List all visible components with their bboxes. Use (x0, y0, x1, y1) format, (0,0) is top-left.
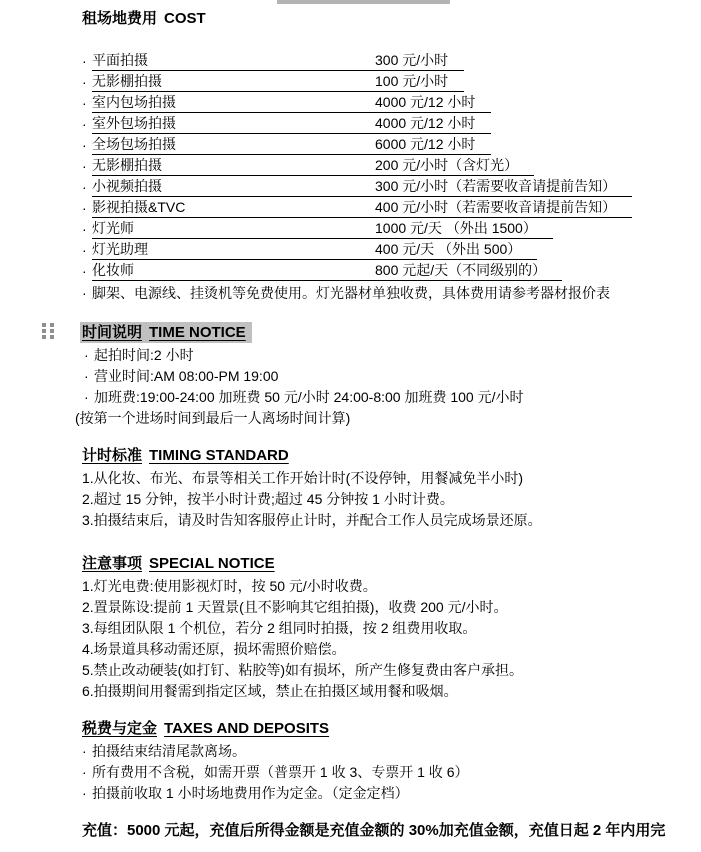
price-item-value: 800 元起/天（不同级别的） (375, 262, 547, 278)
price-row-underline (92, 50, 464, 71)
price-item-label: 灯光师 (92, 220, 134, 236)
price-item-label: 室内包场拍摄 (92, 94, 176, 110)
special-notice-title (82, 553, 275, 574)
special-notice-item: 5.禁止改动硬装(如打钉、粘胶等)如有损坏，所产生修复费由客户承担。 (82, 662, 523, 678)
taxes-deposits-title (82, 718, 329, 739)
price-row-underline (92, 260, 562, 281)
special-notice-item: 1.灯光电费:使用影视灯时，按 50 元/小时收费。 (82, 578, 377, 594)
bullet-marker: · (82, 743, 87, 759)
timing-standard-item: 3.拍摄结束后，请及时告知客服停止计时，并配合工作人员完成场景还原。 (82, 512, 542, 528)
timing-standard-items (82, 468, 701, 531)
price-item-value: 200 元/小时（含灯光） (375, 157, 519, 173)
price-row (82, 218, 701, 239)
bullet-marker: · (82, 764, 87, 780)
price-item-label: 全场包场拍摄 (92, 136, 176, 152)
price-row (82, 92, 701, 113)
bullet-marker: · (82, 158, 87, 174)
timing-standard-item: 1.从化妆、布光、布景等相关工作开始计时(不设停钟，用餐减免半小时) (82, 470, 523, 486)
price-row (82, 134, 701, 155)
timing-standard-title-zh: 计时标准 (82, 447, 143, 464)
cost-title-zh: 租场地费用 (82, 10, 158, 27)
price-item-value: 400 元/天 （外出 500） (375, 241, 522, 257)
taxes-deposits-bullet-text: 拍摄前收取 1 小时场地费用作为定金。（定金定档） (92, 785, 409, 801)
price-row (82, 50, 701, 71)
bullet-marker: · (82, 74, 87, 90)
price-item-label: 无影棚拍摄 (92, 157, 162, 173)
time-notice-bullet-text: 营业时间:AM 08:00-PM 19:00 (94, 368, 279, 384)
price-list (82, 50, 701, 281)
bullet-marker: · (82, 263, 87, 279)
special-notice-item: 3.每组团队限 1 个机位，若分 2 组同时拍摄，按 2 组费用收取。 (82, 620, 477, 636)
special-notice-items (82, 576, 701, 702)
cost-title-en: COST (164, 10, 206, 27)
bullet-marker: · (82, 785, 87, 801)
timing-standard-title-en: TIMING STANDARD (149, 447, 289, 464)
price-row (82, 71, 701, 92)
time-notice-bullet-line (84, 366, 701, 387)
paragraph-drag-handle-icon[interactable] (42, 323, 54, 339)
price-row-underline (92, 239, 537, 260)
free-equipment-note (82, 283, 701, 304)
time-notice-bullet-text: 加班费:19:00-24:00 加班费 50 元/小时 24:00-8:00 加班费 100 元/小时 (94, 389, 524, 405)
taxes-deposits-section (82, 718, 701, 804)
taxes-deposits-bullets (82, 741, 701, 804)
special-notice-item: 6.拍摄期间用餐需到指定区域，禁止在拍摄区域用餐和吸烟。 (82, 683, 458, 699)
price-item-value: 4000 元/12 小时 (375, 115, 476, 131)
special-notice-section (82, 553, 701, 702)
price-item-value: 1000 元/天 （外出 1500） (375, 220, 537, 236)
price-row-underline (92, 176, 632, 197)
time-notice-title-zh: 时间说明 (82, 324, 143, 341)
price-row (82, 239, 701, 260)
price-item-label: 平面拍摄 (92, 52, 148, 68)
price-row-underline (92, 218, 553, 239)
price-row (82, 155, 701, 176)
price-row (82, 260, 701, 281)
bullet-marker: · (82, 200, 87, 216)
time-notice-bullets (82, 345, 701, 408)
recharge-note: 充值：5000 元起，充值后所得金额是充值金额的 30%加充值金额，充值日起 2 年内用完 (82, 822, 666, 839)
time-notice-footnote: (按第一个进场时间到最后一人离场时间计算) (75, 410, 351, 426)
timing-standard-item: 2.超过 15 分钟，按半小时计费;超过 45 分钟按 1 小时计费。 (82, 491, 454, 507)
bullet-marker: · (82, 221, 87, 237)
time-notice-bullet-line (84, 387, 701, 408)
price-item-value: 400 元/小时（若需要收音请提前告知） (375, 199, 617, 215)
bullet-marker: · (82, 137, 87, 153)
price-item-value: 300 元/小时 (375, 52, 449, 68)
taxes-deposits-bullet-line (82, 762, 701, 783)
price-row-underline (92, 92, 491, 113)
price-item-label: 化妆师 (92, 262, 134, 278)
time-notice-title-en: TIME NOTICE (149, 324, 246, 341)
price-row-underline (92, 197, 632, 218)
price-row (82, 176, 701, 197)
bullet-marker: · (84, 368, 89, 384)
price-row (82, 113, 701, 134)
bullet-marker: · (82, 285, 87, 301)
taxes-deposits-title-en: TAXES AND DEPOSITS (164, 720, 330, 737)
price-row-underline (92, 113, 491, 134)
timing-standard-title (82, 445, 289, 466)
price-item-label: 影视拍摄&TVC (92, 199, 186, 215)
taxes-deposits-bullet-line (82, 783, 701, 804)
special-notice-item: 2.置景陈设:提前 1 天置景(且不影响其它组拍摄)，收费 200 元/小时。 (82, 599, 508, 615)
bullet-marker: · (84, 389, 89, 405)
special-notice-title-zh: 注意事项 (82, 555, 143, 572)
special-notice-title-en: SPECIAL NOTICE (149, 555, 275, 572)
bullet-marker: · (82, 95, 87, 111)
price-item-label: 灯光助理 (92, 241, 148, 257)
taxes-deposits-title-zh: 税费与定金 (82, 720, 158, 737)
bullet-marker: · (82, 242, 87, 258)
bullet-marker: · (84, 347, 89, 363)
price-item-label: 室外包场拍摄 (92, 115, 176, 131)
price-item-value: 6000 元/12 小时 (375, 136, 476, 152)
bullet-marker: · (82, 116, 87, 132)
time-notice-section (75, 322, 701, 429)
price-row-underline (92, 134, 491, 155)
special-notice-item: 4.场景道具移动需还原，损坏需照价赔偿。 (82, 641, 346, 657)
price-item-value: 100 元/小时 (375, 73, 449, 89)
cost-section-title (82, 8, 701, 29)
price-item-value: 4000 元/12 小时 (375, 94, 476, 110)
price-row-underline (92, 155, 534, 176)
price-item-label: 小视频拍摄 (92, 178, 162, 194)
time-notice-title (80, 322, 252, 343)
price-row (82, 197, 701, 218)
price-item-value: 300 元/小时（若需要收音请提前告知） (375, 178, 617, 194)
time-notice-bullet-line (84, 345, 701, 366)
taxes-deposits-bullet-text: 拍摄结束结清尾款离场。 (92, 743, 246, 759)
taxes-deposits-bullet-text: 所有费用不含税，如需开票（普票开 1 收 3、专票开 1 收 6） (92, 764, 469, 780)
top-border-bar (277, 0, 450, 4)
price-row-underline (92, 71, 464, 92)
timing-standard-section (82, 445, 701, 531)
bullet-marker: · (82, 53, 87, 69)
bullet-marker: · (82, 179, 87, 195)
free-equipment-note-text: 脚架、电源线、挂烫机等免费使用。灯光器材单独收费，具体费用请参考器材报价表 (92, 285, 610, 301)
taxes-deposits-bullet-line (82, 741, 701, 762)
price-item-label: 无影棚拍摄 (92, 73, 162, 89)
time-notice-bullet-text: 起拍时间:2 小时 (94, 347, 194, 363)
